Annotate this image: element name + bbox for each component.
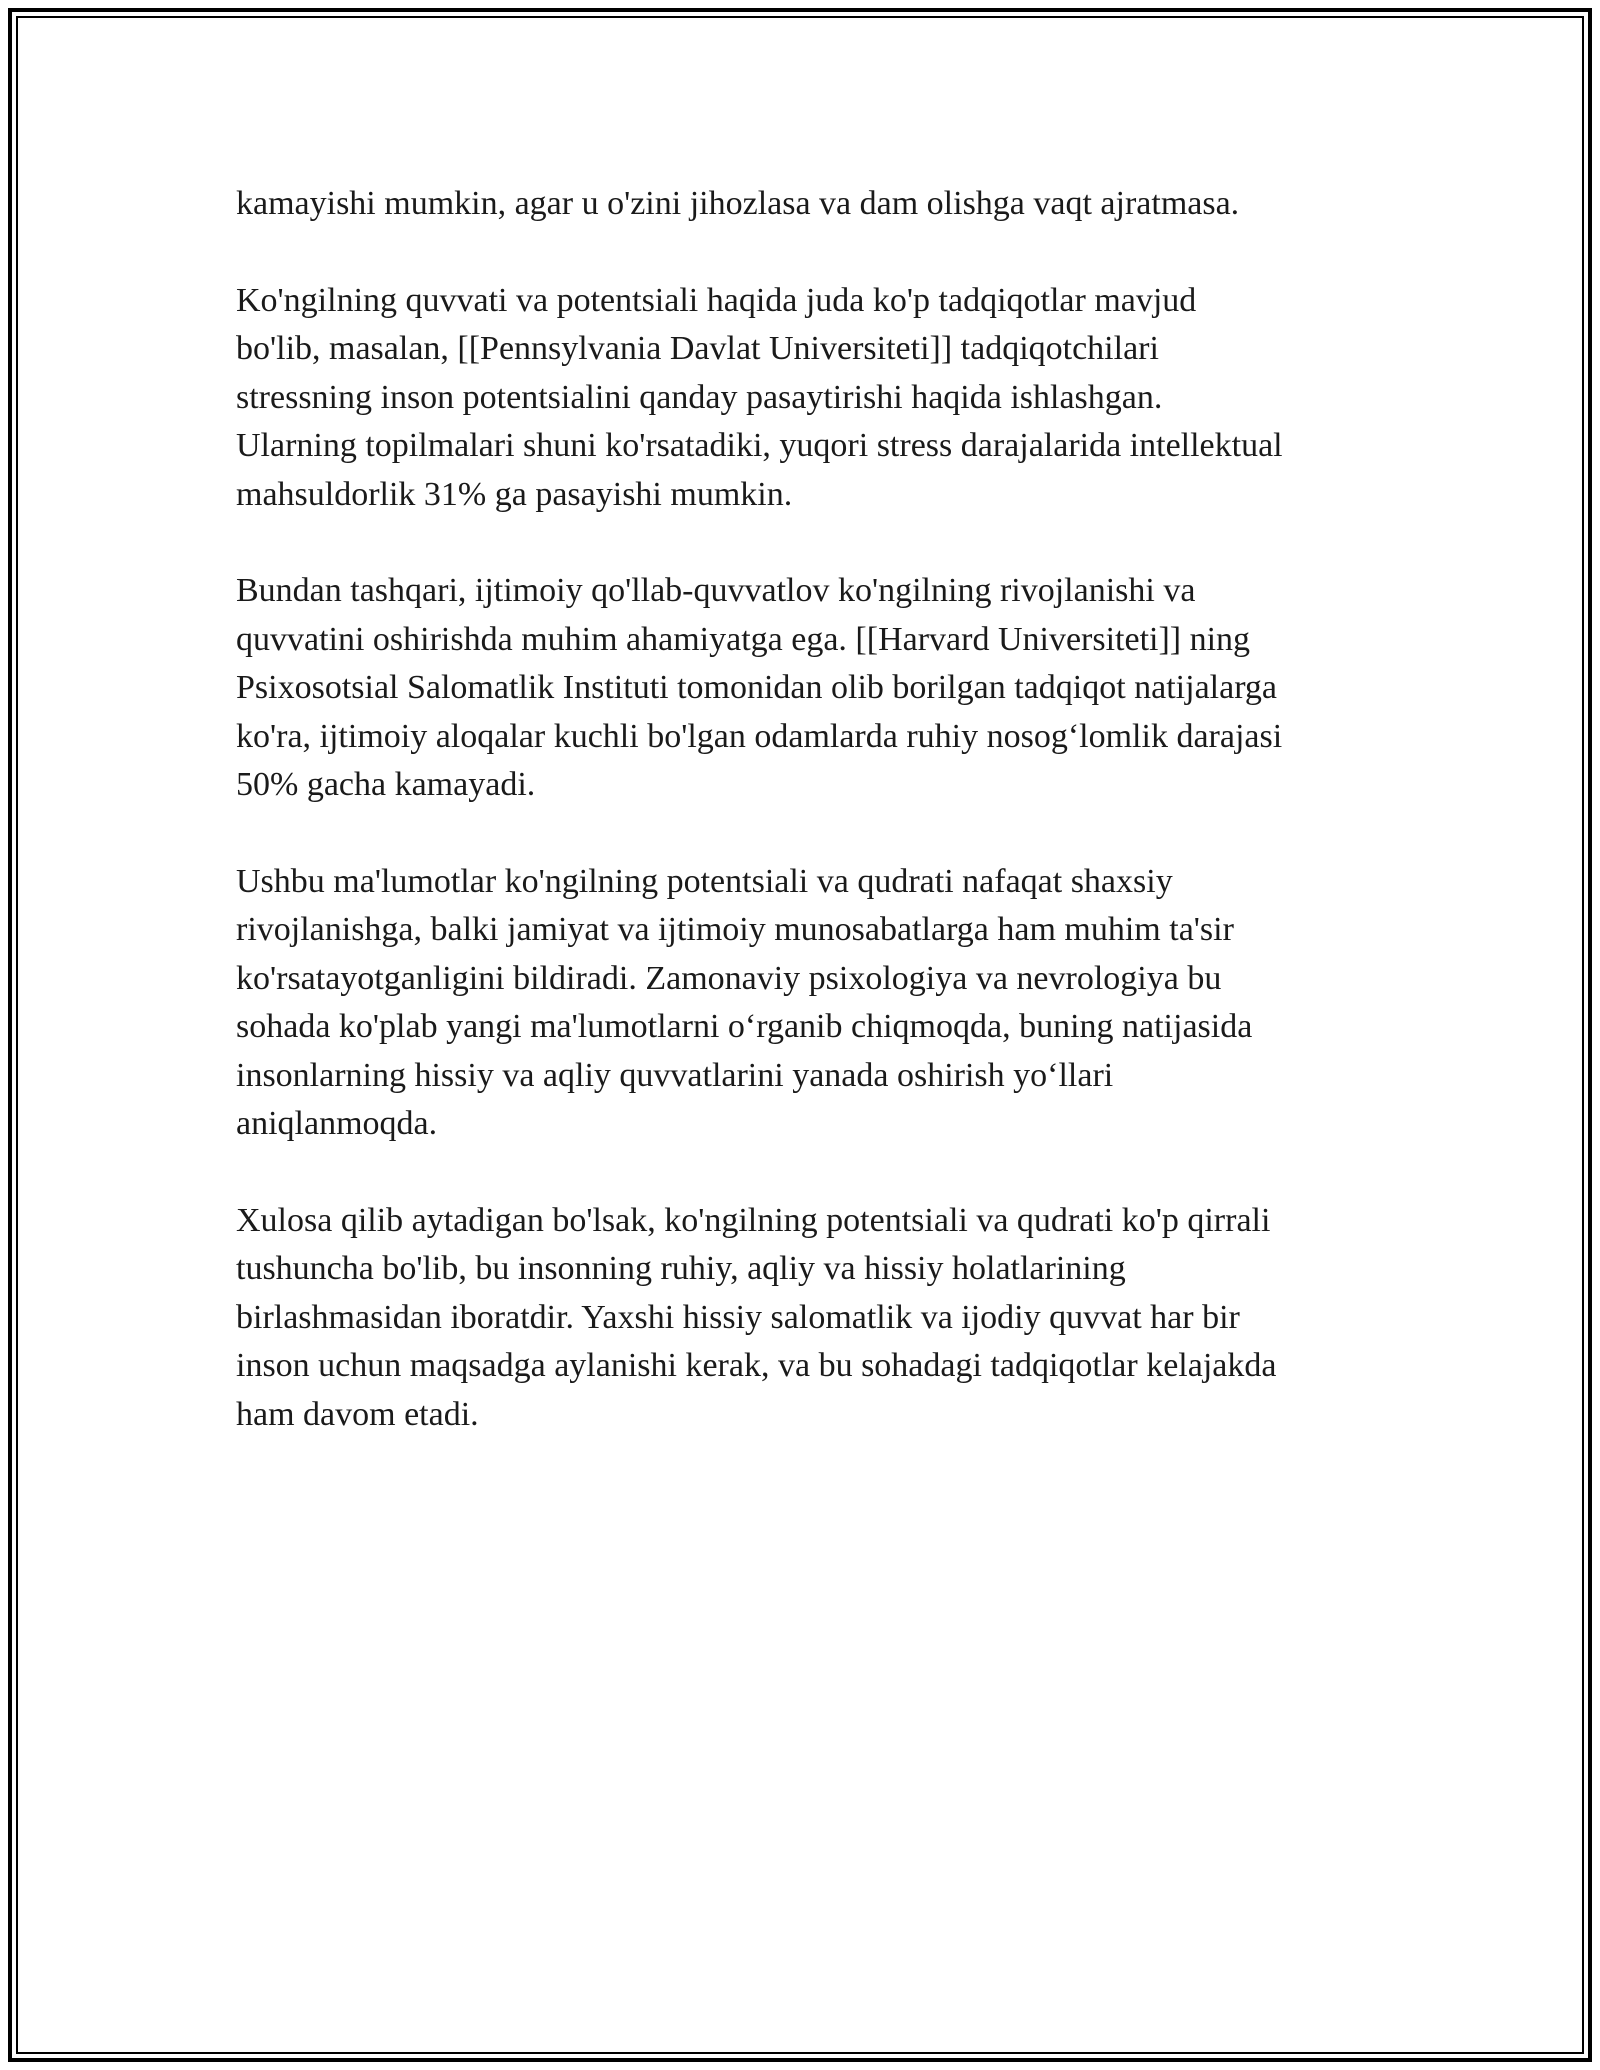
paragraph: Ushbu ma'lumotlar ko'ngilning potentsiali va qudrati nafaqat shaxsiy rivojlanishga, balki jamiyat va ijtimoiy munosabatlarga ham muhim ta'sir ko'rsatayotganligini bildiradi. Zamonaviy psixologiya va nevrologiya bu sohada ko'plab yangi ma'lumotlarni o‘rganib chiqmoqda, buning natijasida insonlarning hissiy va aqliy quvvatlarini yanada oshirish yo‘llari aniqlanmoqda.: [236, 862, 1253, 1142]
paragraph: Bundan tashqari, ijtimoiy qo'llab-quvvatlov ko'ngilning rivojlanishi va quvvatini oshirishda muhim ahamiyatga ega. [[Harvard Universiteti]] ning Psixosotsial Salomatlik Instituti tomonidan olib borilgan tadqiqot natijalarga ko'ra, ijtimoiy aloqalar kuchli bo'lgan odamlarda ruhiy nosog‘lomlik darajasi 50% gacha kamayadi.: [236, 572, 1283, 803]
document-body: [236, 180, 1376, 1487]
paragraph: Xulosa qilib aytadigan bo'lsak, ko'ngilning potentsiali va qudrati ko'p qirrali tushuncha bo'lib, bu insonning ruhiy, aqliy va hissiy holatlarining birlashmasidan iboratdir. Yaxshi hissiy salomatlik va ijodiy quvvat har bir inson uchun maqsadga aylanishi kerak, va bu sohadagi tadqiqotlar kelajakda ham davom etadi.: [236, 1201, 1277, 1433]
paragraph: Ko'ngilning quvvati va potentsiali haqida juda ko'p tadqiqotlar mavjud bo'lib, masalan, [[Pennsylvania Davlat Universiteti]] tadqiqotchilari stressning inson potentsialini qanday pasaytirishi haqida ishlashgan. Ularning topilmalari shuni ko'rsatadiki, yuqori stress darajalarida intellektual mahsuldorlik 31% ga pasayishi mumkin.: [236, 281, 1283, 513]
paragraph: kamayishi mumkin, agar u o'zini jihozlasa va dam olishga vaqt ajratmasa.: [236, 185, 1240, 222]
